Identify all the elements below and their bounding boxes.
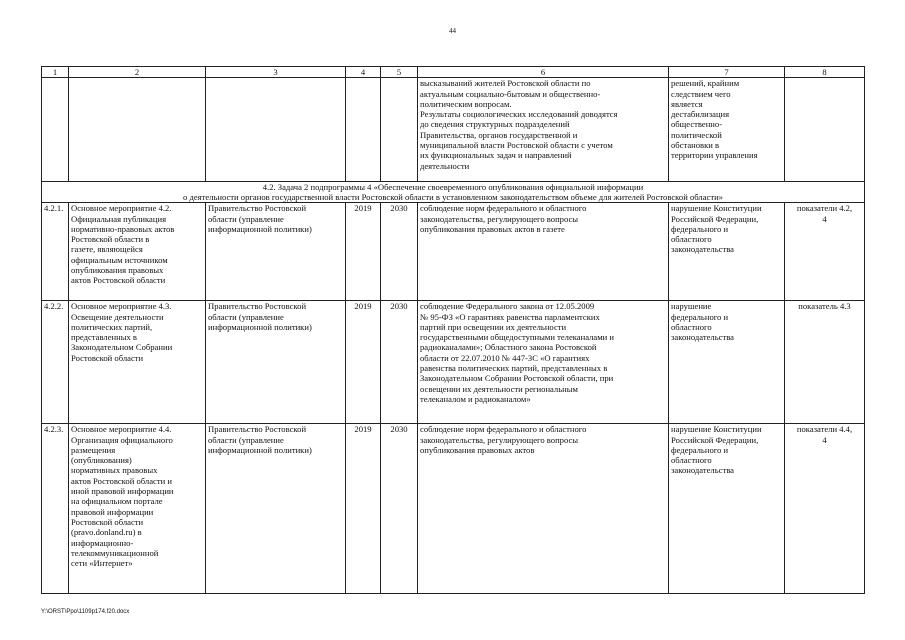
text-line: области (управление [208,434,284,445]
text-line: 4 [822,434,827,445]
text-line: партий при освещении их деятельности [420,321,567,332]
executor [206,424,346,594]
continuation-risk [669,78,785,182]
header-cell: 2 [69,67,206,78]
expected-result [418,424,669,594]
text-line: телекоммуникационной [71,547,159,558]
measure-name [69,424,206,594]
text-line: актов Ростовской области [71,275,166,286]
text-line: законодательства [671,332,734,343]
text-line: опубликования правовых актов [420,444,535,455]
text-line: федерального и [671,223,729,234]
text-line: равенства политических партий, представленных в [420,363,608,374]
text-line: Российской Федерации, [671,213,759,224]
text-line: деятельности [420,160,470,171]
page-number: 44 [449,27,456,35]
header-cell: 8 [785,67,865,78]
table-row [42,301,865,424]
end-year: 2030 [381,301,418,424]
text-line: освещении их деятельности региональным [420,383,578,394]
header-cell: 6 [418,67,669,78]
text-line: областного [671,321,712,332]
text-line: информационной политики) [208,223,312,234]
text-line: опубликования правовых [71,265,164,276]
text-line: Организация официального [71,434,173,445]
text-line: решений, крайним [671,78,740,89]
text-line: представленных в [71,332,137,343]
executor [206,203,346,301]
text-line: областного [671,455,712,466]
expected-result [418,301,669,424]
continuation-result [418,78,669,182]
text-line: телеканалом и радиоканалом» [420,393,531,404]
text-line: Ростовской области [71,352,144,363]
text-line: обстановки в [671,140,720,151]
text-line: нормативных правовых [71,465,158,476]
text-line: нарушение [671,301,712,312]
text-line: федерального и [671,311,729,322]
text-line: информационной политики) [208,444,312,455]
text-line: нормативно-правовых актов [71,223,175,234]
text-line: общественно- [671,119,723,130]
text-line: Правительство Ростовской [208,301,307,312]
text-line: Основное мероприятие 4.3. [71,301,172,312]
text-line: (опубликования) [71,455,132,466]
text-line: 4 [822,213,827,224]
text-line: муниципальной власти Ростовской области с учетом [420,140,613,151]
empty-cell [346,78,381,182]
start-year: 2019 [346,424,381,594]
row-number: 4.2.3. [42,424,69,594]
text-line: высказываний жителей Ростовской области по [420,78,591,89]
text-line: Официальная публикация [71,213,167,224]
text-line: до сведения структурных подразделений [420,119,570,130]
text-line: показатели 4.2, [796,203,853,214]
text-line: (pravo.donland.ru) в [71,527,142,538]
text-line: Ростовской области [71,516,144,527]
text-line: политической [671,129,722,140]
text-line: Основное мероприятие 4.2. [71,203,172,214]
text-line: Основное мероприятие 4.4. [71,424,172,435]
text-line: Освещение деятельности [71,311,164,322]
text-line: федерального и [671,444,729,455]
text-line: Правительство Ростовской [208,203,307,214]
text-line: соблюдение норм федерального и областного [420,424,587,435]
text-line: Законодательном Собрании Ростовской области, при [420,373,614,384]
text-line: информационно- [71,537,134,548]
executor [206,301,346,424]
text-line: области (управление [208,311,284,322]
empty-cell [785,78,865,182]
text-line: сети «Интернет» [71,558,133,569]
text-line: политическим вопросам. [420,98,512,109]
text-line: законодательства, регулирующего вопросы [420,434,579,445]
empty-cell [206,78,346,182]
text-line: нарушение Конституции [671,424,762,435]
text-line: дестабилизация [671,109,730,120]
text-line: области от 22.07.2010 № 447-ЗС «О гарантиях [420,352,590,363]
start-year: 2019 [346,301,381,424]
text-line: актов Ростовской области и [71,475,172,486]
text-line: официальным источником [71,254,168,265]
text-line: правовой информации [71,506,154,517]
text-line: газете, являющейся [71,244,143,255]
text-line: опубликования правовых актов в газете [420,223,565,234]
header-cell: 1 [42,67,69,78]
text-line: радиоканалами»; Областного закона Ростовской [420,342,597,353]
text-line: соблюдение Федерального закона от 12.05.2009 [420,301,595,312]
text-line: Ростовской области в [71,234,150,245]
text-line: на официальном портале [71,496,163,507]
text-line: областного [671,234,712,245]
indicator [785,203,865,301]
header-cell: 3 [206,67,346,78]
header-row [42,67,865,78]
expected-result [418,203,669,301]
risk-consequence [669,424,785,594]
file-path-footer: Y:\ORST\Ppo\1109p174.f20.docx [41,609,130,615]
indicator [785,424,865,594]
indicator [785,301,865,424]
measure-name [69,301,206,424]
program-table [41,66,865,594]
row-number: 4.2.1. [42,203,69,301]
text-line: размещения [71,444,116,455]
measure-name [69,203,206,301]
risk-consequence [669,203,785,301]
empty-cell [42,78,69,182]
text-line: Законодательном Собрании [71,342,173,353]
text-line: территории управления [671,150,758,161]
end-year: 2030 [381,424,418,594]
text-line: № 95-ФЗ «О гарантиях равенства парламентских [420,311,600,322]
text-line: следствием чего [671,88,731,99]
table-row [42,424,865,594]
text-line: показатель 4.3 [798,301,851,312]
text-line: Российской Федерации, [671,434,759,445]
header-cell: 5 [381,67,418,78]
text-line: законодательства, регулирующего вопросы [420,213,579,224]
row-number: 4.2.2. [42,301,69,424]
text-line: Правительство Ростовской [208,424,307,435]
empty-cell [381,78,418,182]
text-line: законодательства [671,244,734,255]
text-line: законодательства [671,465,734,476]
header-cell: 7 [669,67,785,78]
text-line: актуальным социально-бытовым и общественно- [420,88,601,99]
text-line: о деятельности органов государственной власти Ростовской области в установленном законодательством объеме для жителей Ростовской области» [183,192,723,203]
text-line: их функциональных задач и направлений [420,150,572,161]
text-line: является [671,98,703,109]
text-line: информационной политики) [208,321,312,332]
text-line: иной правовой информации [71,486,174,497]
task-heading-row [42,182,865,203]
empty-cell [69,78,206,182]
text-line: области (управление [208,213,284,224]
text-line: политических партий, [71,321,153,332]
end-year: 2030 [381,203,418,301]
text-line: Правительства, органов государственной и [420,129,578,140]
text-line: показатели 4.4, [796,424,853,435]
table-row [42,203,865,301]
task-heading [42,182,865,203]
risk-consequence [669,301,785,424]
text-line: нарушение Конституции [671,203,762,214]
text-line: Результаты социологических исследований доводятся [420,109,618,120]
header-cell: 4 [346,67,381,78]
continuation-row [42,78,865,182]
start-year: 2019 [346,203,381,301]
text-line: государственными общедоступными телеканалами и [420,332,615,343]
text-line: соблюдение норм федерального и областного [420,203,587,214]
text-line: 4.2. Задача 2 подпрограммы 4 «Обеспечение своевременного опубликования официальной информации [262,182,644,193]
